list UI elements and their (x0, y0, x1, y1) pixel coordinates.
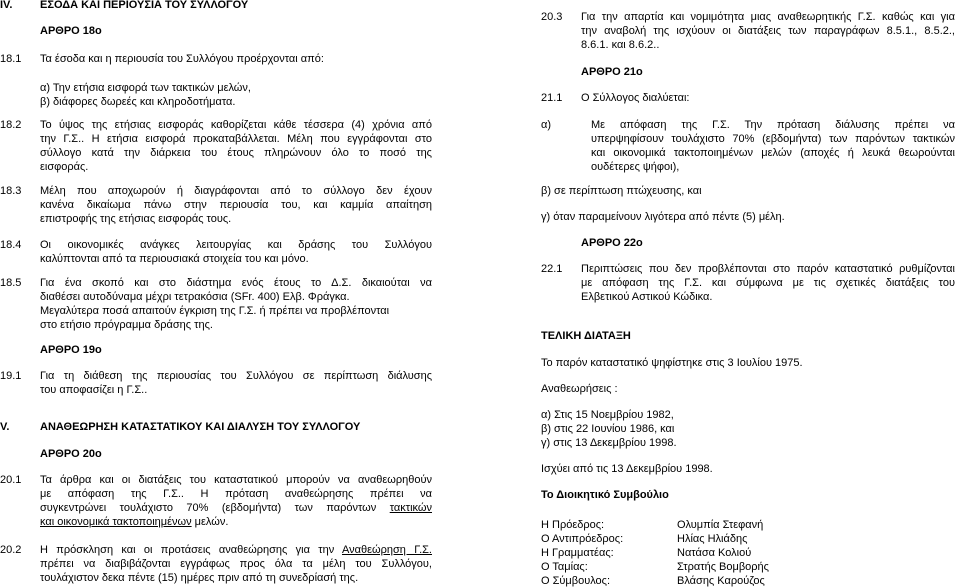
para-20-3-number: 20.3 (541, 11, 563, 23)
para-line: και οικονομικά τακτοποιημένων μελών (αποχές ή λευκά θεωρούνται (591, 147, 955, 159)
para-line: πρέπει να διαβιβάζονται εγγράφως προς όλα τα μέλη του Συλλόγου, (40, 558, 432, 570)
para-line: με απόφαση της Γ.Σ.. Η πρόταση αναθεώρησης πρέπει να (40, 488, 432, 500)
article-20-heading: ΑΡΘΡΟ 20ο (40, 448, 102, 460)
underlined-text: τακτικών (389, 502, 432, 514)
para-line: την Γ.Σ.. Η ετήσια εισφορά προκαταβάλλεται. Μέλη που εγγράφονται στο (40, 133, 432, 145)
board-role: Ο Ταμίας: (541, 561, 588, 573)
para-21-1-text: Ο Σύλλογος διαλύεται: (581, 92, 690, 104)
section-iv-number: IV. (0, 0, 13, 11)
para-line: κανένα δικαίωμα πάνω στην περιουσία του, και καμμία απαίτηση (40, 199, 432, 211)
board-member-name: Ολυμπία Στεφανή (677, 519, 764, 531)
para-18-1-item-a: α) Την ετήσια εισφορά των τακτικών μελών, (40, 82, 251, 94)
para-21-1-number: 21.1 (541, 92, 563, 104)
para-21-item-a-label: α) (541, 119, 552, 131)
board-member-name: Νατάσα Κολιού (677, 547, 752, 559)
revision-item: β) στις 22 Ιουνίου 1986, και (541, 423, 675, 435)
board-member-name: Βλάσης Καρούζος (677, 575, 765, 587)
para-21-item-b: β) σε περίπτωση πτώχευσης, και (541, 185, 702, 197)
para-18-3-text (40, 184, 432, 226)
underlined-text: και οικονομικά τακτοποιημένων (40, 516, 192, 528)
article-22-heading: ΑΡΘΡΟ 22ο (581, 237, 643, 249)
para-19-1-text (40, 369, 432, 397)
para-line: Με απόφαση της Γ.Σ. Την πρόταση διάλυσης πρέπει να (591, 119, 955, 131)
para-line: Μεγαλύτερα ποσά απαιτούν έγκριση της Γ.Σ. ή πρέπει να προβλέπονται (40, 305, 390, 317)
article-21-heading: ΑΡΘΡΟ 21ο (581, 66, 643, 78)
para-20-2-number: 20.2 (0, 544, 22, 556)
para-18-1-number: 18.1 (0, 53, 22, 65)
para-line: σύλλογο κατά την διάρκεια του έτους πληρώνουν όλο το ποσό της (40, 147, 432, 159)
para-line: στο ετήσιο πρόγραμμα δράσης της. (40, 319, 213, 331)
board-role: Η Γραμματέας: (541, 547, 614, 559)
board-member-name: Στρατής Βομβορής (677, 561, 769, 573)
para-line: καλύπτονται από τα περιουσιακά στοιχεία του και μόνο. (40, 253, 309, 265)
para-line: διαθέσει αυτοδύναμα μέχρι τετρακόσια (SFr. 400) Ελβ. Φράγκα. (40, 291, 350, 303)
final-provision-heading: ΤΕΛΙΚΗ ΔΙΑΤΑΞΗ (541, 330, 631, 342)
para-line: Για τη διάθεση της περιουσίας του Συλλόγου σε περίπτωση διάλυσης (40, 370, 432, 382)
para-line: του αποφασίζει η Γ.Σ.. (40, 384, 148, 396)
para-19-1-number: 19.1 (0, 370, 22, 382)
para-text: μελών. (191, 516, 229, 528)
para-20-3-text (581, 10, 955, 52)
para-line (40, 515, 432, 529)
para-21-item-c: γ) όταν παραμείνουν λιγότερα από πέντε (5) μέλη. (541, 211, 785, 223)
para-line: υπερψηφίσουν τουλάχιστο 70% (εβδομήντα) των παρόντων τακτικών (591, 133, 955, 145)
board-role: Η Πρόεδρος: (541, 519, 605, 531)
para-18-2-number: 18.2 (0, 119, 22, 131)
para-line: επιστροφής της ετήσιας εισφοράς τους. (40, 213, 232, 225)
para-line: ουδέτερες ψήφοι), (591, 161, 680, 173)
para-text: Η πρόσκληση και οι προτάσεις αναθεώρησης για την (40, 544, 342, 556)
adoption-date: Το παρόν καταστατικό ψηφίστηκε στις 3 Ιουλίου 1975. (541, 357, 803, 369)
para-line: εισφοράς. (40, 161, 89, 173)
para-18-4-number: 18.4 (0, 239, 22, 251)
revision-item: α) Στις 15 Νοεμβρίου 1982, (541, 409, 674, 421)
article-19-heading: ΑΡΘΡΟ 19ο (40, 344, 102, 356)
underlined-text: Αναθεώρηση Γ.Σ. (342, 544, 432, 556)
para-18-5-number: 18.5 (0, 277, 22, 289)
para-text: συγκεντρώνει τουλάχιστο 70% (εβδομήντα) των παρόντων (40, 502, 390, 514)
para-20-1-number: 20.1 (0, 474, 22, 486)
valid-from: Ισχύει από τις 13 Δεκεμβρίου 1998. (541, 463, 713, 475)
para-20-1-text (40, 473, 432, 529)
para-18-1-text: Τα έσοδα και η περιουσία του Συλλόγου προέρχονται από: (40, 53, 324, 65)
para-line: την αναβολή της ισχύουν οι διατάξεις των παραγράφων 8.5.1., 8.5.2., (581, 25, 955, 37)
board-role: Ο Αντιπρόεδρος: (541, 533, 624, 545)
para-line: Το ύψος της ετήσιας εισφοράς καθορίζεται κάθε τέσσερα (4) χρόνια από (40, 119, 432, 131)
para-18-4-text (40, 238, 432, 266)
para-line: Για ένα σκοπό και στο διάστημα ενός έτους το Δ.Σ. δικαιούται να (40, 277, 432, 289)
para-22-1-number: 22.1 (541, 263, 563, 275)
para-line: με απόφαση της Γ.Σ. και σύμφωνα με τις σχετικές διατάξεις του (581, 277, 955, 289)
para-line: 8.6.1. και 8.6.2.. (581, 39, 660, 51)
para-line: Για την απαρτία και νομιμότητα μιας αναθεωρητικής Γ.Σ. καθώς και για (581, 11, 955, 23)
para-line (40, 543, 432, 557)
revisions-label: Αναθεωρήσεις : (541, 383, 618, 395)
section-v-title: ΑΝΑΘΕΩΡΗΣΗ ΚΑΤΑΣΤΑΤΙΚΟΥ ΚΑΙ ΔΙΑΛΥΣΗ ΤΟΥ ΣΥΛΛΟΓΟΥ (40, 421, 361, 433)
para-line: τουλάχιστον δεκα πέντε (15) ημέρες πριν από τη συνεδρίασή της. (40, 572, 359, 584)
section-iv-title: ΕΣΟΔΑ ΚΑΙ ΠΕΡΙΟΥΣΙΑ ΤΟΥ ΣΥΛΛΟΓΟΥ (40, 0, 249, 11)
para-line: Μέλη που αποχωρούν ή διαγράφονται από το σύλλογο δεν έχουν (40, 185, 432, 197)
article-18-heading: ΑΡΘΡΟ 18ο (40, 25, 102, 37)
para-line: Περιπτώσεις που δεν προβλέπονται στο παρόν καταστατικό ρυθμίζονται (581, 263, 955, 275)
board-member-name: Ηλίας Ηλιάδης (677, 533, 748, 545)
para-20-2-text (40, 543, 432, 585)
board-heading: Το Διοικητικό Συμβούλιο (541, 489, 669, 501)
para-18-2-text (40, 118, 432, 174)
para-21-item-a-text (591, 118, 955, 174)
board-role: Ο Σύμβουλος: (541, 575, 611, 587)
para-22-1-text (581, 262, 955, 304)
para-line: Τα άρθρα και οι διατάξεις του καταστατικού μπορούν να αναθεωρηθούν (40, 474, 432, 486)
para-line: Ελβετικού Αστικού Κώδικα. (581, 291, 713, 303)
para-line (40, 501, 432, 515)
para-18-1-item-b: β) διάφορες δωρεές και κληροδοτήματα. (40, 96, 236, 108)
revision-item: γ) στις 13 Δεκεμβρίου 1998. (541, 437, 677, 449)
para-18-5-text (40, 276, 432, 332)
para-line: Οι οικονομικές ανάγκες λειτουργίας και δράσης του Συλλόγου (40, 239, 432, 251)
section-v-number: V. (0, 421, 10, 433)
para-18-3-number: 18.3 (0, 185, 22, 197)
